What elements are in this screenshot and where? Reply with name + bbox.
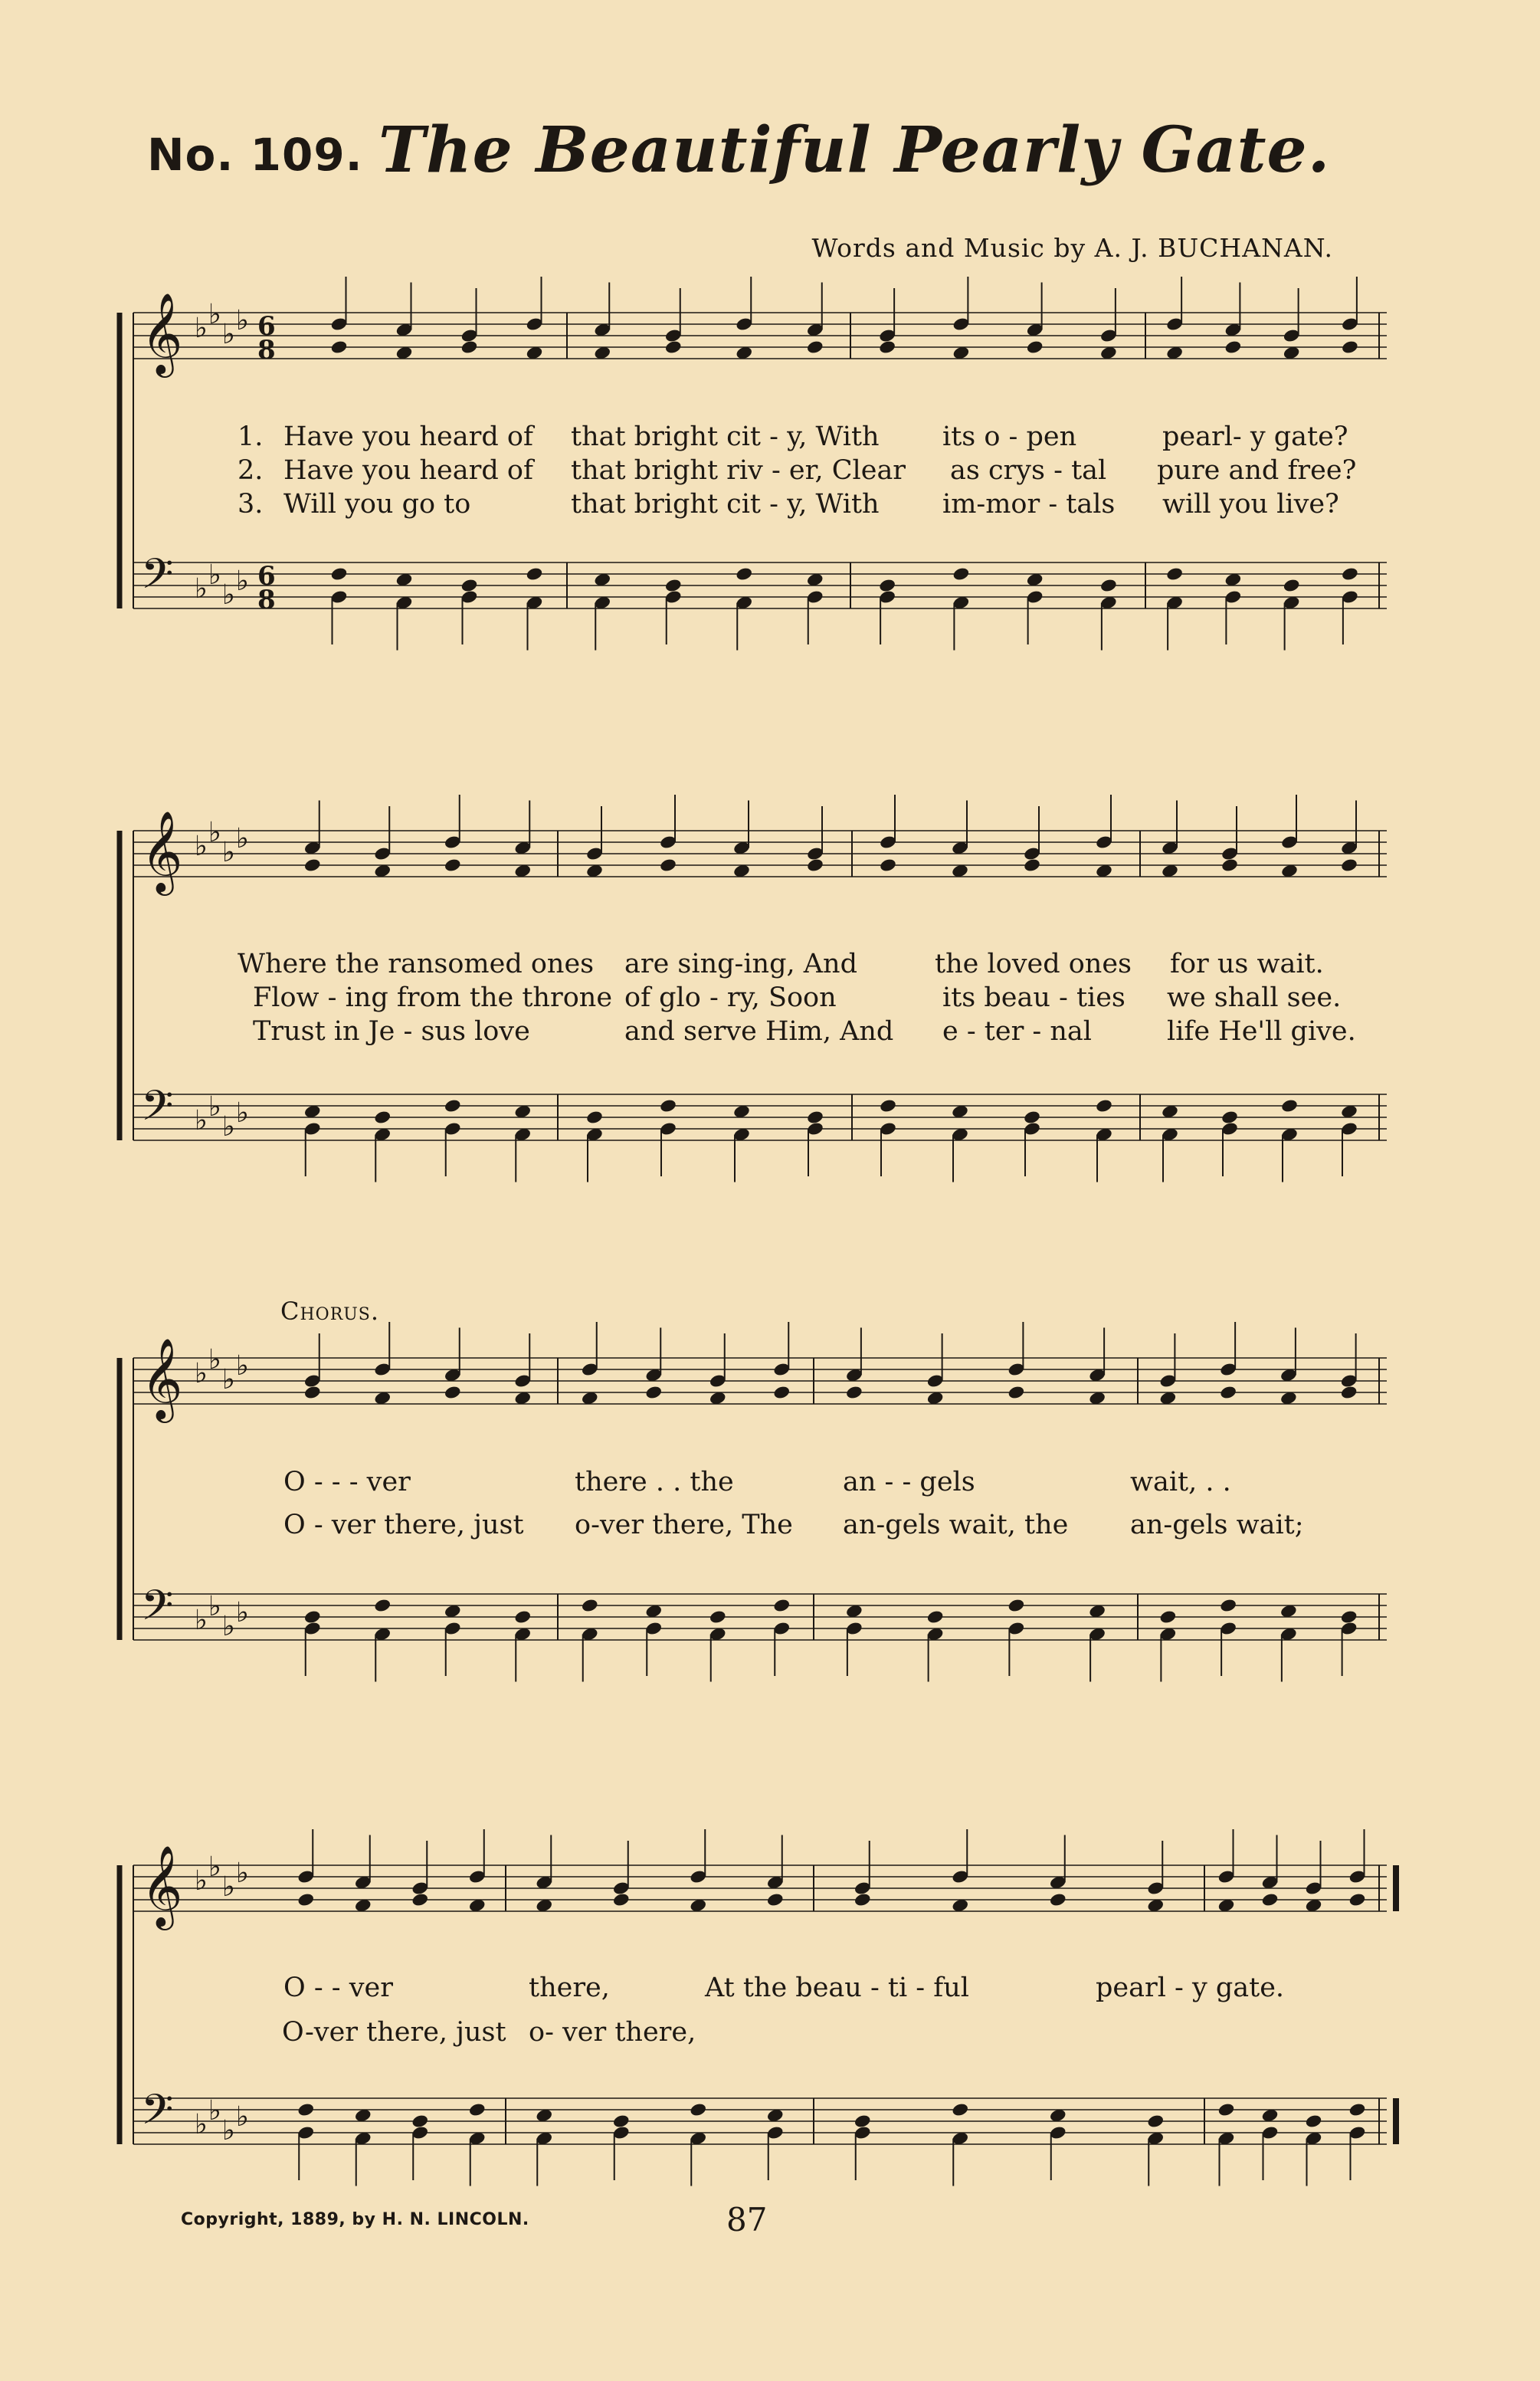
note-head	[297, 2102, 315, 2117]
hymn-number: No. 109.	[147, 129, 363, 181]
lyric-line-chorus-2	[115, 2017, 1402, 2051]
lyric-line-chorus-1	[115, 1467, 1402, 1500]
lyric-phrase: pearl - y gate.	[1096, 1973, 1285, 2003]
bass-clef-icon: 𝄢	[141, 1081, 174, 1140]
credit-line: Words and Music by A. J. BUCHANAN.	[811, 233, 1333, 263]
flat-sign-icon: ♭	[208, 1851, 221, 1883]
note-head	[1095, 1098, 1113, 1113]
lyric-line-verse-3	[115, 1016, 1402, 1050]
lyric-line-verse-1	[115, 949, 1402, 982]
note-head	[879, 1098, 897, 1113]
lyric-phrase: Have you heard of	[283, 421, 533, 452]
lyric-phrase: O - - ver	[283, 1973, 393, 2003]
note-head	[1340, 1609, 1358, 1625]
note-head	[411, 1892, 429, 1907]
note-head	[1221, 858, 1239, 873]
flat-sign-icon: ♭	[222, 1871, 235, 1903]
note-head	[612, 1892, 631, 1907]
note-head	[772, 1385, 791, 1400]
time-signature-top: 6	[257, 311, 276, 342]
flat-sign-icon: ♭	[195, 1605, 208, 1636]
lyric-phrase: Have you heard of	[283, 455, 533, 486]
note-head	[1283, 578, 1301, 593]
flat-sign-icon: ♭	[236, 566, 249, 597]
flat-sign-icon: ♭	[222, 1611, 235, 1642]
flat-sign-icon: ♭	[222, 319, 235, 350]
time-signature-bottom: 8	[257, 335, 276, 366]
note-head	[1224, 339, 1243, 355]
note-head	[806, 858, 824, 873]
treble-clef-icon: 𝄞	[141, 1845, 183, 1927]
lyric-phrase: its beau - ties	[942, 982, 1126, 1013]
note-head	[644, 1385, 663, 1400]
note-head	[951, 2102, 969, 2117]
note-head	[1219, 1385, 1237, 1400]
note-head	[689, 2102, 707, 2117]
note-head	[297, 1892, 315, 1907]
lyric-phrase: Where the ransomed ones	[238, 949, 595, 979]
lyric-phrase: pearl- y gate?	[1162, 421, 1348, 452]
note-head	[735, 566, 753, 582]
lyric-line-verse-2	[115, 982, 1402, 1016]
note-head	[1340, 1385, 1358, 1400]
lyric-line-chorus-1	[115, 1973, 1402, 2006]
bass-clef-icon: 𝄢	[141, 1581, 174, 1640]
note-head	[664, 339, 683, 355]
lyric-phrase: for us wait.	[1170, 949, 1324, 979]
note-head	[411, 2114, 429, 2129]
flat-sign-icon: ♭	[195, 2109, 208, 2140]
note-head	[845, 1385, 863, 1400]
note-head	[1261, 1892, 1280, 1907]
lyric-phrase: that bright riv - er, Clear	[571, 455, 906, 486]
lyric-phrase: an-gels wait, the	[843, 1510, 1069, 1540]
bass-clef-icon: 𝄢	[141, 549, 174, 608]
note-head	[1159, 1609, 1178, 1625]
note-head	[330, 566, 349, 582]
lyric-phrase: an - - gels	[843, 1467, 975, 1497]
note-head	[444, 1098, 462, 1113]
note-head	[1217, 2102, 1236, 2117]
note-head	[1348, 2102, 1367, 2117]
note-head	[806, 1110, 824, 1125]
note-head	[1099, 578, 1118, 593]
lyric-phrase: that bright cit - y, With	[571, 421, 880, 452]
lyric-line-chorus-2	[115, 1510, 1402, 1543]
lyric-verse-number: 1.	[238, 421, 264, 452]
flat-sign-icon: ♭	[208, 1344, 221, 1376]
lyric-phrase: its o - pen	[942, 421, 1077, 452]
flat-sign-icon: ♭	[222, 579, 235, 611]
bass-clef-icon: 𝄢	[141, 2085, 174, 2144]
lyric-phrase: O-ver there, just	[282, 2017, 506, 2048]
flat-sign-icon: ♭	[195, 1105, 208, 1136]
lyric-phrase: there . . the	[575, 1467, 734, 1497]
note-head	[468, 2102, 487, 2117]
lyric-phrase: the loved ones	[935, 949, 1132, 979]
flat-sign-icon: ♭	[222, 2115, 235, 2147]
note-head	[1221, 1110, 1239, 1125]
time-signature-top: 6	[257, 561, 276, 592]
note-head	[854, 2114, 872, 2129]
note-head	[612, 2114, 631, 2129]
lyric-phrase: O - ver there, just	[283, 1510, 524, 1540]
lyric-phrase: an-gels wait;	[1130, 1510, 1304, 1540]
flat-sign-icon: ♭	[236, 1350, 249, 1382]
note-head	[373, 1110, 392, 1125]
note-head	[664, 578, 683, 593]
flat-sign-icon: ♭	[222, 837, 235, 868]
note-head	[1348, 1892, 1367, 1907]
music-system-4	[115, 1827, 1402, 2225]
note-head	[1146, 2114, 1165, 2129]
lyric-phrase: Will you go to	[283, 489, 471, 520]
flat-sign-icon: ♭	[236, 305, 249, 336]
note-head	[1341, 566, 1359, 582]
page-number: 87	[726, 2201, 768, 2238]
flat-sign-icon: ♭	[195, 831, 208, 862]
note-head	[303, 858, 322, 873]
flat-sign-icon: ♭	[208, 2095, 221, 2127]
note-head	[1219, 1598, 1237, 1613]
note-head	[1008, 1598, 1026, 1613]
flat-sign-icon: ♭	[236, 2101, 249, 2133]
note-head	[1280, 1098, 1299, 1113]
lyric-verse-number: 3.	[238, 489, 264, 520]
lyric-phrase: that bright cit - y, With	[571, 489, 880, 520]
note-head	[659, 1098, 677, 1113]
note-head	[772, 1598, 791, 1613]
note-head	[709, 1609, 727, 1625]
music-system-3-chorus	[115, 1337, 1402, 1738]
note-head	[1165, 566, 1184, 582]
note-head	[303, 1385, 322, 1400]
note-head	[444, 1385, 462, 1400]
note-head	[1305, 2114, 1323, 2129]
note-head	[526, 566, 544, 582]
note-head	[373, 1598, 392, 1613]
note-head	[1341, 339, 1359, 355]
lyric-phrase: Trust in Je - sus love	[253, 1016, 530, 1047]
lyric-phrase: At the beau - ti - ful	[705, 1973, 969, 2003]
note-head	[766, 1892, 785, 1907]
treble-clef-icon: 𝄞	[141, 1337, 183, 1419]
lyric-phrase: Flow - ing from the throne	[253, 982, 613, 1013]
lyric-phrase: O - - - ver	[283, 1467, 411, 1497]
lyric-phrase: will you live?	[1162, 489, 1339, 520]
flat-sign-icon: ♭	[208, 1091, 221, 1123]
note-head	[806, 339, 824, 355]
flat-sign-icon: ♭	[208, 299, 221, 330]
time-signature-bottom: 8	[257, 585, 276, 615]
note-head	[1340, 858, 1358, 873]
lyric-verse-number: 2.	[238, 455, 264, 486]
hymn-title: The Beautiful Pearly Gate.	[378, 113, 1331, 187]
note-head	[330, 339, 349, 355]
lyric-phrase: o- ver there,	[529, 2017, 696, 2048]
note-head	[303, 1609, 322, 1625]
note-head	[1026, 339, 1044, 355]
lyric-line-verse-2	[115, 455, 1402, 489]
note-head	[878, 339, 896, 355]
treble-clef-icon: 𝄞	[141, 292, 183, 374]
lyric-phrase: as crys - tal	[950, 455, 1107, 486]
chorus-label: Chorus.	[280, 1297, 380, 1326]
note-head	[513, 1609, 532, 1625]
flat-sign-icon: ♭	[208, 817, 221, 848]
flat-sign-icon: ♭	[236, 1858, 249, 1889]
flat-sign-icon: ♭	[236, 1097, 249, 1129]
note-head	[1023, 1110, 1041, 1125]
note-head	[1023, 858, 1041, 873]
lyric-line-verse-3	[115, 489, 1402, 523]
note-head	[659, 858, 677, 873]
flat-sign-icon: ♭	[236, 823, 249, 854]
note-head	[581, 1598, 599, 1613]
flat-sign-icon: ♭	[195, 1865, 208, 1897]
lyric-phrase: we shall see.	[1167, 982, 1342, 1013]
flat-sign-icon: ♭	[222, 1364, 235, 1395]
music-system-2	[115, 812, 1402, 1226]
treble-clef-icon: 𝄞	[141, 810, 183, 892]
flat-sign-icon: ♭	[195, 573, 208, 605]
flat-sign-icon: ♭	[208, 559, 221, 591]
lyric-phrase: there,	[529, 1973, 610, 2003]
lyric-phrase: pure and free?	[1157, 455, 1357, 486]
lyric-phrase: are sing-ing, And	[624, 949, 857, 979]
lyric-phrase: e - ter - nal	[942, 1016, 1092, 1047]
note-head	[854, 1892, 872, 1907]
lyric-phrase: im-mor - tals	[942, 489, 1116, 520]
note-head	[878, 578, 896, 593]
flat-sign-icon: ♭	[195, 313, 208, 344]
note-head	[460, 339, 479, 355]
note-head	[460, 578, 479, 593]
note-head	[444, 858, 462, 873]
flat-sign-icon: ♭	[236, 1597, 249, 1628]
lyric-phrase: o-ver there, The	[575, 1510, 793, 1540]
lyric-phrase: of glo - ry, Soon	[624, 982, 837, 1013]
note-head	[1049, 1892, 1067, 1907]
copyright-notice: Copyright, 1889, by H. N. LINCOLN.	[181, 2210, 529, 2229]
music-system-1	[115, 285, 1402, 699]
lyric-line-verse-1	[115, 421, 1402, 455]
lyric-phrase: wait, . .	[1130, 1467, 1231, 1497]
note-head	[585, 1110, 604, 1125]
note-head	[926, 1609, 945, 1625]
lyric-phrase: and serve Him, And	[624, 1016, 894, 1047]
note-head	[1008, 1385, 1026, 1400]
note-head	[879, 858, 897, 873]
note-head	[952, 566, 971, 582]
flat-sign-icon: ♭	[222, 1111, 235, 1143]
lyric-phrase: life He'll give.	[1167, 1016, 1356, 1047]
flat-sign-icon: ♭	[195, 1358, 208, 1389]
flat-sign-icon: ♭	[208, 1591, 221, 1622]
